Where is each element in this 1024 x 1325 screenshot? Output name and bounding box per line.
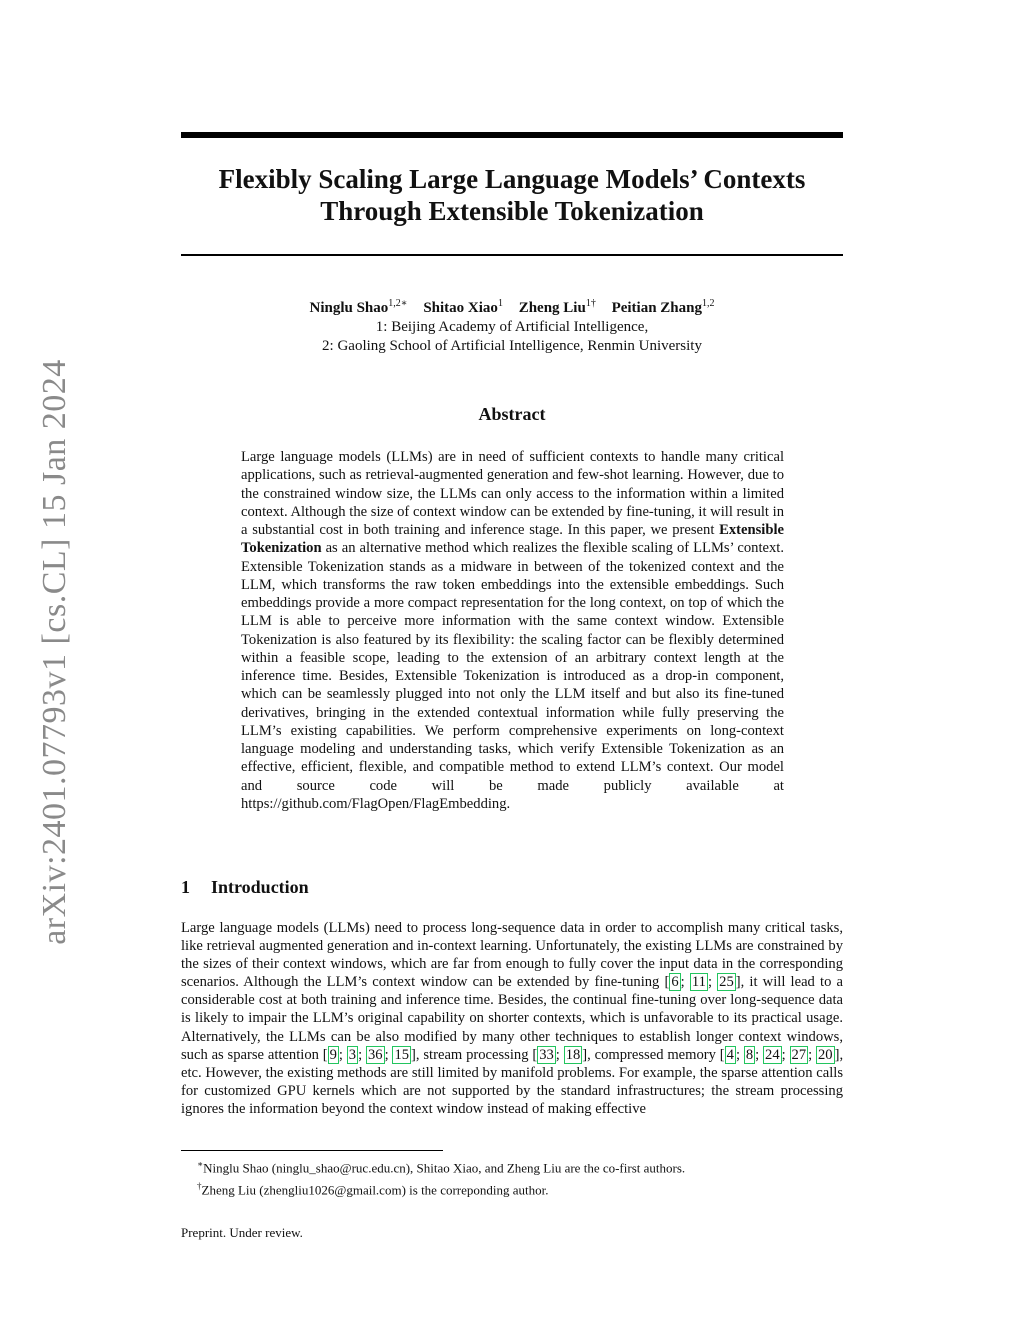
section-number: 1 xyxy=(181,877,190,897)
title-top-rule xyxy=(181,132,843,138)
author: Peitian Zhang$^{1,2}$ xyxy=(611,298,715,316)
preprint-note: Preprint. Under review. xyxy=(181,1225,303,1240)
citation-link[interactable]: 25 xyxy=(719,974,734,991)
title-bottom-rule xyxy=(181,254,843,256)
footnote: †Zheng Liu (zhengliu1026@gmail.com) is the correponding author. xyxy=(197,1181,549,1198)
section-heading xyxy=(181,877,309,898)
citation-link[interactable]: 18 xyxy=(565,1046,581,1063)
citation-link[interactable]: 8 xyxy=(745,1046,754,1063)
author-list xyxy=(181,299,843,318)
citation-link[interactable]: 4 xyxy=(726,1046,734,1063)
authors-block xyxy=(181,299,843,356)
footnotes xyxy=(197,1155,837,1200)
citation-link[interactable]: 27 xyxy=(791,1046,807,1063)
affiliation: 2: Gaoling School of Artificial Intelligence, Renmin University xyxy=(322,338,702,354)
citation-link[interactable]: 24 xyxy=(765,1046,780,1063)
citation-link[interactable]: 11 xyxy=(691,974,706,991)
method-name-bold: Extensible Tokenization xyxy=(241,522,784,557)
author: Zheng Liu$^{1\dagger}$ xyxy=(518,298,596,316)
citation-link[interactable]: 3 xyxy=(348,1046,357,1063)
citation-link[interactable]: 33 xyxy=(539,1046,554,1063)
citation-link[interactable]: 36 xyxy=(367,1046,383,1063)
footnote-divider xyxy=(181,1150,443,1151)
author: Shitao Xiao$^1$ xyxy=(423,298,503,316)
author: Ninglu Shao$^{1,2∗}$ xyxy=(309,298,408,316)
footnote: ∗Ninglu Shao (ninglu_shao@ruc.edu.cn), Shitao Xiao, and Zheng Liu are the co-first authors. xyxy=(197,1159,686,1176)
citation-link[interactable]: 15 xyxy=(394,1046,410,1063)
citation-link[interactable]: 9 xyxy=(329,1046,337,1063)
citation-link[interactable]: 20 xyxy=(818,1046,833,1063)
title-line-2: Through Extensible Tokenization xyxy=(320,196,704,226)
affiliation: 1: Beijing Academy of Artificial Intelligence, xyxy=(375,319,649,335)
title-line-1: Flexibly Scaling Large Language Models’ Contexts xyxy=(218,164,806,194)
citation-link[interactable]: 6 xyxy=(671,974,679,991)
introduction-paragraph: Large language models (LLMs) need to process long-sequence data in order to accomplish many critical tasks, like retrieval augmented generation and in-context learning. Unfortunately, the existing LLMs are constrained by the sizes of their context windows, which are far from enough to fully cover the input data in the corresponding scenarios. Although the LLM’s context window can be extended by fine-tuning [ 6 ; 11 ; 25 ], it will lead to a considerable cost at both training and inference time. Besides, the continual fine-tuning over long-sequence data is likely to impair the LLM’s original capability on shorter contexts, which is unfavorable to its practical usage. Alternatively, the LLMs can be also modified by many other techniques to establish longer context windows, such as sparse attention [ 9 ; 3 ; 36 ; 15 ], stream processing [ 33 ; 18 ], compressed memory [ 4 ; 8 ; 24 ; 27 ; 20 ], etc. However, the existing methods are still limited by manifold problems. For example, the sparse attention calls for customized GPU kernels which are not supported by the standard infrastructures; the stream processing ignores the information beyond the context window instead of making effective xyxy=(181,920,844,1117)
arxiv-identifier: arXiv:2401.07793v1 [cs.CL] 15 Jan 2024 xyxy=(36,359,73,945)
section-title: Introduction xyxy=(211,877,309,897)
paper-title xyxy=(181,163,843,227)
abstract-text: Large language models (LLMs) are in need of sufficient contexts to handle many critical applications, such as retrieval-augmented generation and few-shot learning. However, due to the constrained window size, the LLMs can only access to the information within a limited context. Although the size of context window can be extended by fine-tuning, it will result in a substantial cost in both training and inference stage. In this paper, we present Extensible Tokenization as an alternative method which realizes the flexible scaling of LLMs’ context. Extensible Tokenization stands as a midware in between of the tokenized context and the LLM, which transforms the raw token embeddings into the extensible embeddings. Such embeddings provide a more compact representation for the long context, on top of which the LLM is able to perceive more information with the same context window. Extensible Tokenization is also featured by its flexibility: the scaling factor can be flexibly determined within a feasible scope, leading to the extension of an arbitrary context length at the inference time. Besides, Extensible Tokenization is introduced as a drop-in component, which can be seamlessly plugged into not only the LLM itself and but also its fine-tuned derivatives, bringing in the extended contextual information while fully preserving the LLM’s existing capabilities. We perform comprehensive experiments on long-context language modeling and understanding tasks, which verify Extensible Tokenization as an effective, efficient, flexible, and compatible method to extend LLM’s context. Our model and source code will be made publicly available at https://github.com/FlagOpen/FlagEmbedding. xyxy=(241,449,784,812)
abstract-heading: Abstract xyxy=(478,404,546,424)
